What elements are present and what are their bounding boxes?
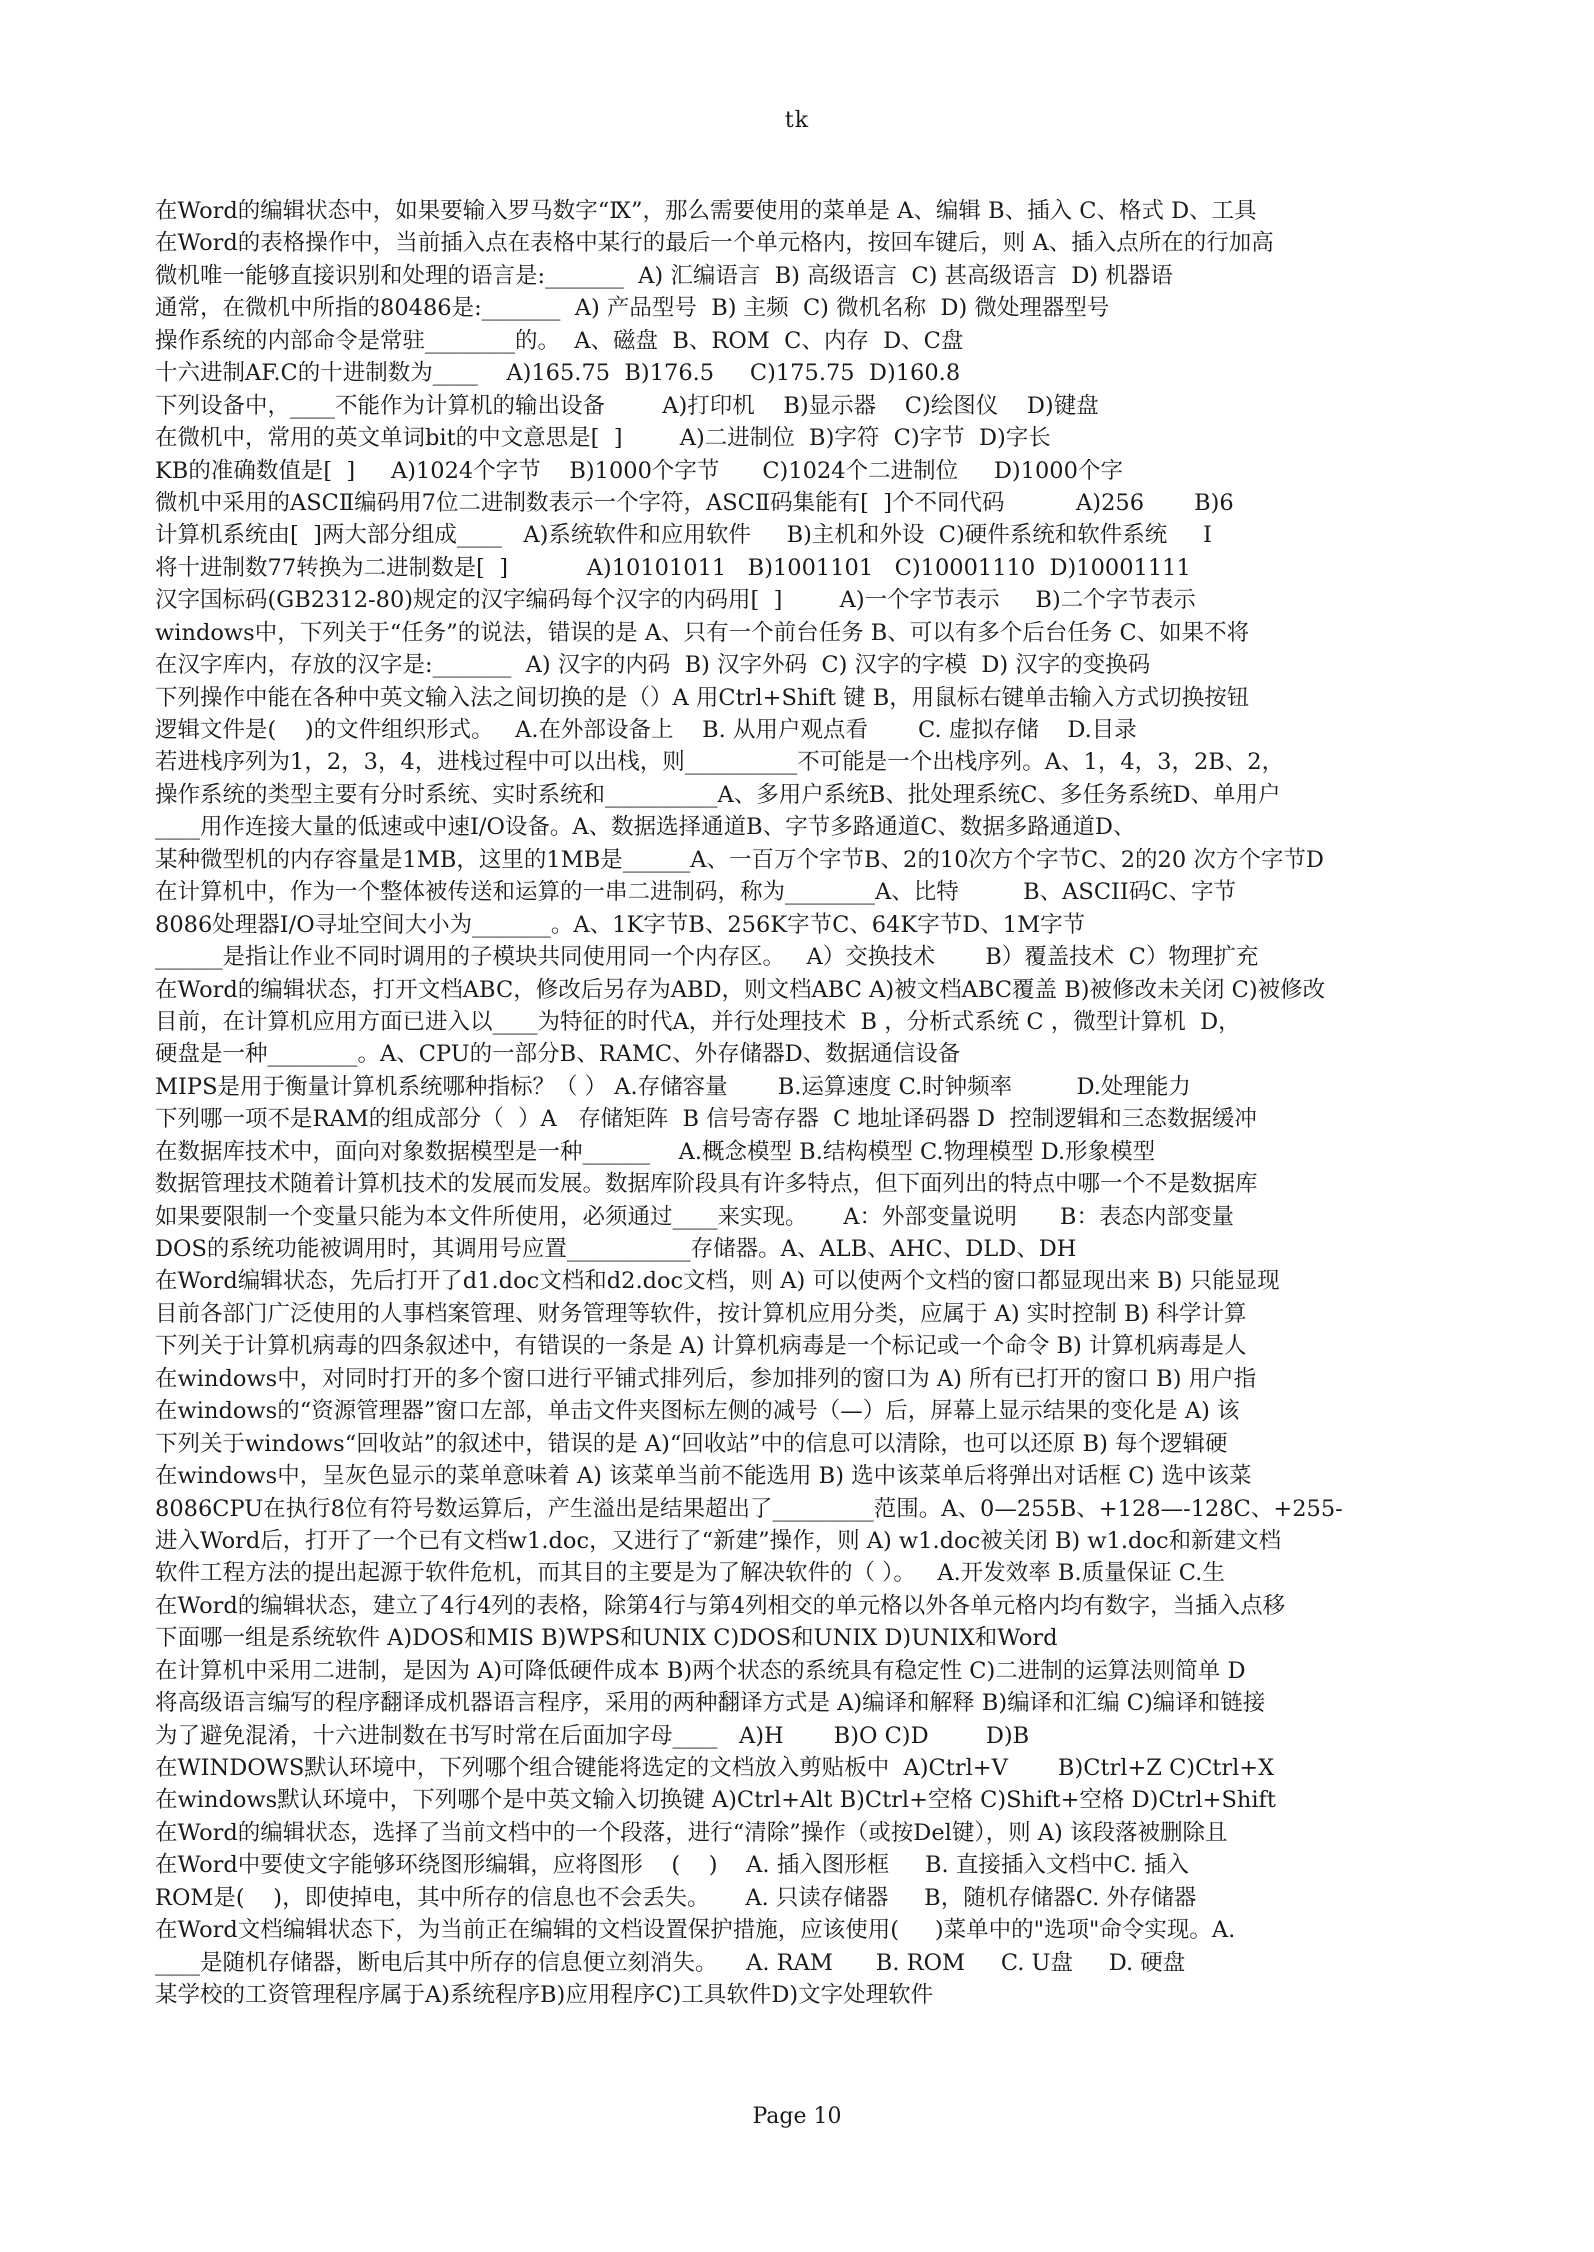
question-line: 在Word的编辑状态，选择了当前文档中的一个段落，进行“清除”操作（或按Del键），则 A) 该段落被删除且	[155, 1819, 1228, 1846]
question-line: 在Word的编辑状态，打开文档ABC，修改后另存为ABD，则文档ABC A)被文档ABC覆盖 B)被修改未关闭 C)被修改	[155, 976, 1326, 1003]
question-line: 在Word的编辑状态，建立了4行4列的表格，除第4行与第4列相交的单元格以外各单元格内均有数字，当插入点移	[155, 1592, 1286, 1619]
question-line: 通常，在微机中所指的80486是:_______ A) 产品型号 B) 主频 C) 微机名称 D) 微处理器型号	[155, 295, 1110, 322]
question-line: 某种微型机的内存容量是1MB，这里的1MB是______A、一百万个字节B、2的10次方个字节C、2的20 次方个字节D	[155, 846, 1324, 873]
question-line: 下列设备中，____不能作为计算机的输出设备 A)打印机 B)显示器 C)绘图仪 D)键盘	[155, 392, 1099, 419]
question-line: 目前，在计算机应用方面已进入以____为特征的时代A，并行处理技术 B ，分析式系统 C ，微型计算机 D，	[155, 1008, 1241, 1035]
question-line: 下列操作中能在各种中英文输入法之间切换的是（）A 用Ctrl+Shift 键 B，用鼠标右键单击输入方式切换按钮	[155, 684, 1250, 711]
question-line: 数据管理技术随着计算机技术的发展而发展。数据库阶段具有许多特点，但下面列出的特点中哪一个不是数据库	[155, 1171, 1258, 1198]
question-line: 在Word编辑状态，先后打开了d1.doc文档和d2.doc文档，则 A) 可以使两个文档的窗口都显现出来 B) 只能显现	[155, 1268, 1280, 1295]
page-footer: Page 10	[752, 2104, 842, 2129]
question-line: 如果要限制一个变量只能为本文件所使用，必须通过____来实现。 A：外部变量说明 B：表态内部变量	[155, 1203, 1234, 1230]
question-line: 若进栈序列为1，2，3，4，进栈过程中可以出栈，则__________不可能是一个出栈序列。A、1，4，3，2B、2，	[155, 749, 1285, 776]
question-line: 在Word的表格操作中，当前插入点在表格中某行的最后一个单元格内，按回车键后，则 A、插入点所在的行加高	[155, 230, 1274, 257]
question-line: 在windows中，呈灰色显示的菜单意味着 A) 该菜单当前不能选用 B) 选中该菜单后将弹出对话框 C) 选中该菜	[155, 1463, 1252, 1490]
question-line: 操作系统的类型主要有分时系统、实时系统和__________A、多用户系统B、批处理系统C、多任务系统D、单用户	[155, 781, 1281, 808]
question-line: 十六进制AF.C的十进制数为____ A)165.75 B)176.5 C)175.75 D)160.8	[155, 360, 961, 387]
question-line: ____用作连接大量的低速或中速I/O设备。A、数据选择通道B、字节多路通道C、数据多路通道D、	[155, 814, 1136, 841]
question-line: 在Word中要使文字能够环绕图形编辑，应将图形 ( ) A. 插入图形框 B. 直接插入文档中C. 插入	[155, 1852, 1190, 1879]
question-line: ____是随机存储器，断电后其中所存的信息便立刻消失。 A. RAM B. ROM C. U盘 D. 硬盘	[155, 1949, 1186, 1976]
question-list	[155, 195, 1437, 2012]
question-line: 硬盘是一种________。A、CPU的一部分B、RAMC、外存储器D、数据通信设备	[155, 1041, 961, 1068]
question-line: 在计算机中，作为一个整体被传送和运算的一串二进制码，称为________A、比特 B、ASCII码C、字节	[155, 879, 1237, 906]
question-line: 某学校的工资管理程序属于A)系统程序B)应用程序C)工具软件D)文字处理软件	[155, 1982, 934, 2009]
question-line: 下列哪一项不是RAM的组成部分（ ）A 存储矩阵 B 信号寄存器 C 地址译码器 D 控制逻辑和三态数据缓冲	[155, 1106, 1257, 1133]
question-line: 下面哪一组是系统软件 A)DOS和MIS B)WPS和UNIX C)DOS和UNIX D)UNIX和Word	[155, 1625, 1058, 1652]
question-line: 将十进制数77转换为二进制数是[ ] A)10101011 B)1001101 C)10001110 D)10001111	[155, 554, 1191, 581]
question-line: 将高级语言编写的程序翻译成机器语言程序，采用的两种翻译方式是 A)编译和解释 B)编译和汇编 C)编译和链接	[155, 1690, 1266, 1717]
question-line: KB的准确数值是[ ] A)1024个字节 B)1000个字节 C)1024个二进制位 D)1000个字	[155, 457, 1123, 484]
question-line: 软件工程方法的提出起源于软件危机，而其目的主要是为了解决软件的（ ）。 A.开发效率 B.质量保证 C.生	[155, 1560, 1225, 1587]
question-line: 在汉字库内，存放的汉字是:_______ A) 汉字的内码 B) 汉字外码 C) 汉字的字模 D) 汉字的变换码	[155, 652, 1151, 679]
question-line: 在WINDOWS默认环境中，下列哪个组合键能将选定的文档放入剪贴板中 A)Ctrl+V B)Ctrl+Z C)Ctrl+X	[155, 1755, 1275, 1781]
question-line: 逻辑文件是( )的文件组织形式。 A.在外部设备上 B. 从用户观点看 C. 虚拟存储 D.目录	[155, 717, 1137, 743]
question-line: 计算机系统由[ ]两大部分组成____ A)系统软件和应用软件 B)主机和外设 C)硬件系统和软件系统 I	[155, 522, 1212, 549]
question-line: 在数据库技术中，面向对象数据模型是一种______ A.概念模型 B.结构模型 C.物理模型 D.形象模型	[155, 1138, 1156, 1165]
question-line: 在windows默认环境中，下列哪个是中英文输入切换键 A)Ctrl+Alt B)Ctrl+空格 C)Shift+空格 D)Ctrl+Shift	[155, 1787, 1276, 1814]
question-line: 8086CPU在执行8位有符号数运算后，产生溢出是结果超出了_________范围。A、0—255B、+128—-128C、+255-	[155, 1495, 1343, 1522]
question-line: 在windows的“资源管理器”窗口左部，单击文件夹图标左侧的减号（—）后，屏幕上显示结果的变化是 A) 该	[155, 1398, 1240, 1425]
question-line: 汉字国标码(GB2312-80)规定的汉字编码每个汉字的内码用[ ] A)一个字节表示 B)二个字节表示	[155, 587, 1196, 614]
page-header: tk	[784, 108, 810, 133]
question-line: windows中，下列关于“任务”的说法，错误的是 A、只有一个前台任务 B、可以有多个后台任务 C、如果不将	[155, 619, 1250, 646]
question-line: 在windows中，对同时打开的多个窗口进行平铺式排列后，参加排列的窗口为 A) 所有已打开的窗口 B) 用户指	[155, 1365, 1257, 1392]
question-line: 操作系统的内部命令是常驻________的。 A、磁盘 B、ROM C、内存 D、C盘	[155, 327, 964, 354]
question-line: 目前各部门广泛使用的人事档案管理、财务管理等软件，按计算机应用分类，应属于 A) 实时控制 B) 科学计算	[155, 1300, 1247, 1327]
question-line: ______是指让作业不同时调用的子模块共同使用同一个内存区。 A）交换技术 B）覆盖技术 C）物理扩充	[155, 944, 1259, 971]
question-line: 在计算机中采用二进制，是因为 A)可降低硬件成本 B)两个状态的系统具有稳定性 C)二进制的运算法则简单 D	[155, 1657, 1246, 1684]
question-line: 进入Word后，打开了一个已有文档w1.doc，又进行了“新建”操作，则 A) w1.doc被关闭 B) w1.doc和新建文档	[155, 1527, 1282, 1554]
question-line: 在Word的编辑状态中，如果要输入罗马数字“Ⅸ”，那么需要使用的菜单是 A、编辑 B、插入 C、格式 D、工具	[155, 198, 1257, 224]
question-line: 微机中采用的ASCⅡ编码用7位二进制数表示一个字符，ASCⅡ码集能有[ ]个不同代码 A)256 B)6	[155, 489, 1234, 516]
question-line: 在Word文档编辑状态下，为当前正在编辑的文档设置保护措施，应该使用( )菜单中的"选项"命令实现。A.	[155, 1917, 1236, 1944]
question-line: 微机唯一能够直接识别和处理的语言是:_______ A) 汇编语言 B) 高级语言 C) 甚高级语言 D) 机器语	[155, 262, 1173, 289]
question-line: ROM是( )，即使掉电，其中所存的信息也不会丢失。 A. 只读存储器 B，随机存储器C. 外存储器	[155, 1884, 1197, 1911]
question-line: 8086处理器I/O寻址空间大小为_______。A、1K字节B、256K字节C、64K字节D、1M字节	[155, 911, 1086, 938]
question-line: MIPS是用于衡量计算机系统哪种指标？（ ） A.存储容量 B.运算速度 C.时钟频率 D.处理能力	[155, 1073, 1191, 1100]
question-line: 下列关于windows“回收站”的叙述中，错误的是 A)“回收站”中的信息可以清除，也可以还原 B) 每个逻辑硬	[155, 1430, 1228, 1457]
question-line: 在微机中，常用的英文单词bit的中文意思是[ ] A)二进制位 B)字符 C)字节 D)字长	[155, 425, 1051, 452]
question-line: DOS的系统功能被调用时，其调用号应置___________存储器。A、ALB、AHC、DLD、DH	[155, 1236, 1077, 1262]
question-line: 下列关于计算机病毒的四条叙述中，有错误的一条是 A) 计算机病毒是一个标记或一个命令 B) 计算机病毒是人	[155, 1333, 1247, 1360]
question-line: 为了避免混淆，十六进制数在书写时常在后面加字母____ A)H B)O C)D D)B	[155, 1722, 1030, 1749]
